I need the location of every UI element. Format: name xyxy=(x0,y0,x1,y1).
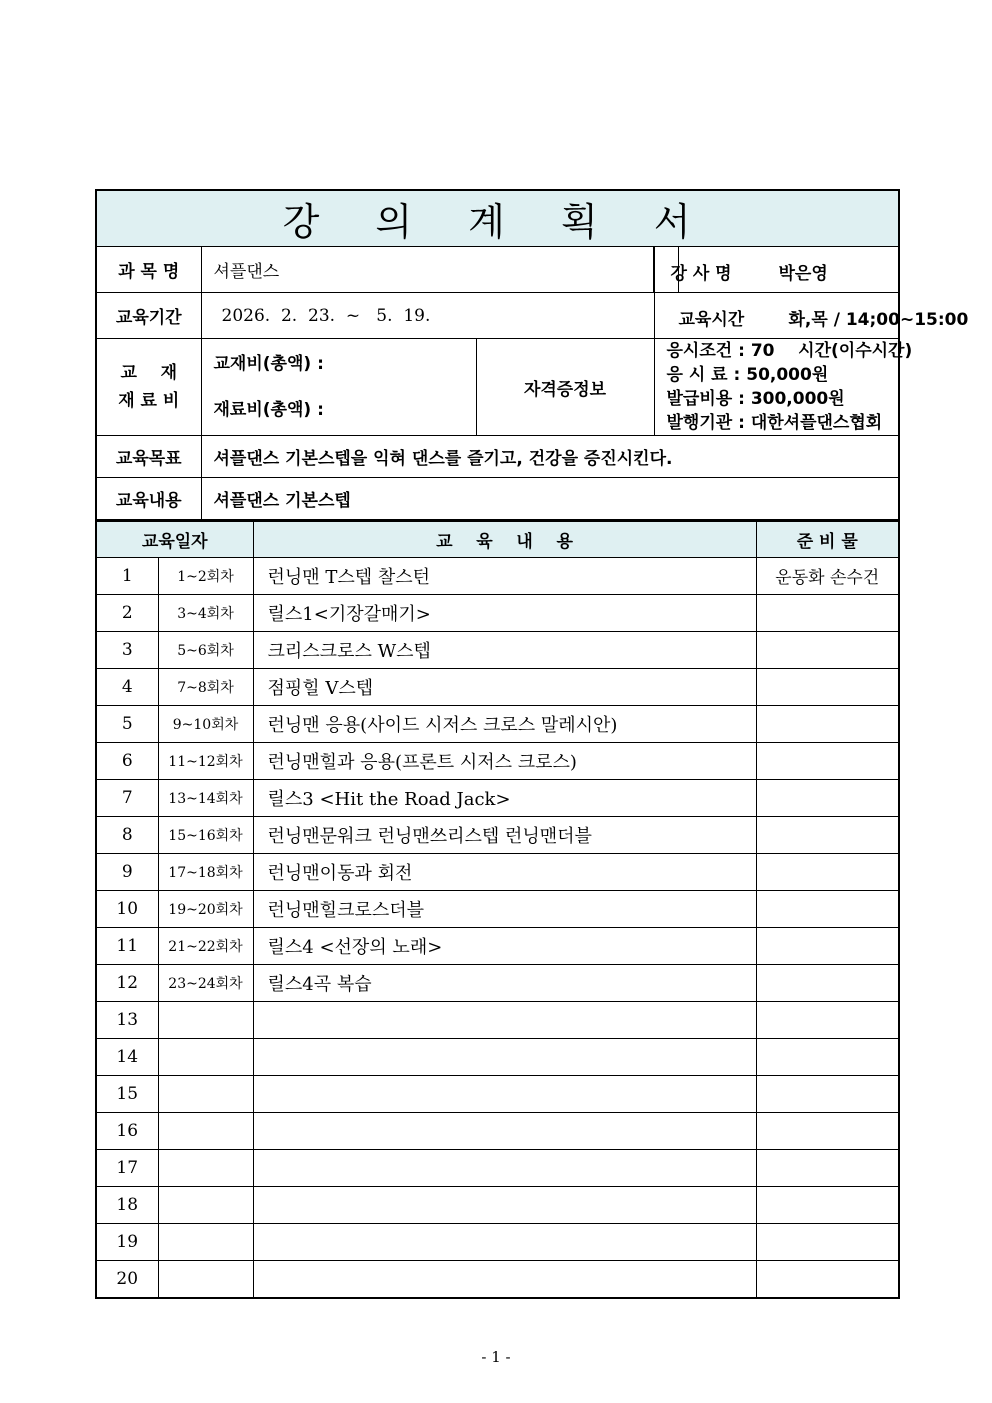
row-session: 1~2회차 xyxy=(158,557,253,594)
row-prep xyxy=(756,1038,899,1075)
schedule-row xyxy=(96,1186,899,1223)
cert-issuer: 발행기관 : 대한셔플댄스협회 xyxy=(666,413,883,433)
schedule-row xyxy=(96,742,899,779)
header-table xyxy=(95,189,969,521)
row-content xyxy=(253,1260,756,1298)
schedule-row xyxy=(96,1260,899,1298)
row-prep xyxy=(756,1223,899,1260)
row-prep xyxy=(756,779,899,816)
schedule-row xyxy=(96,779,899,816)
row-content: 런닝맨힐과 응용(프론트 시저스 크로스) xyxy=(253,742,756,779)
row-content: 릴스3 <Hit the Road Jack> xyxy=(253,779,756,816)
row-number: 9 xyxy=(96,853,158,890)
schedule-row xyxy=(96,1075,899,1112)
row-session: 5~6회차 xyxy=(158,631,253,668)
row-number: 4 xyxy=(96,668,158,705)
schedule-row xyxy=(96,1038,899,1075)
instructor-value: 박은영 xyxy=(778,264,828,284)
row-content xyxy=(253,1075,756,1112)
row-session: 17~18회차 xyxy=(158,853,253,890)
schedule-row xyxy=(96,557,899,594)
content-value: 셔플댄스 기본스텝 xyxy=(201,478,899,520)
row-number: 11 xyxy=(96,927,158,964)
row-content: 런닝맨이동과 회전 xyxy=(253,853,756,890)
schedule-header-row xyxy=(96,521,899,557)
row-prep xyxy=(756,594,899,631)
row-prep xyxy=(756,1001,899,1038)
row-number: 14 xyxy=(96,1038,158,1075)
row-session xyxy=(158,1223,253,1260)
row-number: 8 xyxy=(96,816,158,853)
materials-label xyxy=(96,339,201,436)
page-number: - 1 - xyxy=(481,1348,511,1366)
cert-label: 자격증정보 xyxy=(476,339,654,436)
schedule-row xyxy=(96,1001,899,1038)
row-session: 11~12회차 xyxy=(158,742,253,779)
row-session: 19~20회차 xyxy=(158,890,253,927)
row-content: 런닝맨문워크 런닝맨쓰리스텝 런닝맨더블 xyxy=(253,816,756,853)
cert-exam-condition: 응시조건 : 70 시간(이수시간) xyxy=(666,341,913,361)
row-session xyxy=(158,1001,253,1038)
row-content: 크리스크로스 W스텝 xyxy=(253,631,756,668)
row-number: 18 xyxy=(96,1186,158,1223)
schedule-header-content: 교 육 내 용 xyxy=(253,521,756,557)
schedule-row xyxy=(96,631,899,668)
row-number: 5 xyxy=(96,705,158,742)
schedule-body xyxy=(96,557,899,1298)
row-session xyxy=(158,1075,253,1112)
schedule-row xyxy=(96,816,899,853)
cert-exam-fee: 응 시 료 : 50,000원 xyxy=(666,365,829,385)
row-number: 17 xyxy=(96,1149,158,1186)
schedule-row xyxy=(96,668,899,705)
row-prep: 운동화 손수건 xyxy=(756,557,899,594)
row-prep xyxy=(756,668,899,705)
row-content: 릴스4곡 복습 xyxy=(253,964,756,1001)
row-prep xyxy=(756,1149,899,1186)
row-content xyxy=(253,1223,756,1260)
schedule-row xyxy=(96,1149,899,1186)
cert-info xyxy=(654,339,913,436)
time-cell xyxy=(654,293,969,339)
row-prep xyxy=(756,890,899,927)
row-session xyxy=(158,1038,253,1075)
row-session: 13~14회차 xyxy=(158,779,253,816)
row-prep xyxy=(756,927,899,964)
row-prep xyxy=(756,1112,899,1149)
row-number: 20 xyxy=(96,1260,158,1298)
row-content: 런닝맨 응용(사이드 시저스 크로스 말레시안) xyxy=(253,705,756,742)
schedule-header-prep: 준 비 물 xyxy=(756,521,899,557)
row-session: 23~24회차 xyxy=(158,964,253,1001)
time-label: 교육시간 xyxy=(678,310,745,330)
row-content: 런닝맨힐크로스더블 xyxy=(253,890,756,927)
schedule-row xyxy=(96,1112,899,1149)
row-prep xyxy=(756,853,899,890)
row-content: 릴스4 <선장의 노래> xyxy=(253,927,756,964)
row-number: 7 xyxy=(96,779,158,816)
row-content: 런닝맨 T스텝 찰스턴 xyxy=(253,557,756,594)
fee-cell xyxy=(201,339,476,436)
row-prep xyxy=(756,964,899,1001)
time-value: 화,목 / 14;00~15:00 xyxy=(788,310,969,330)
row-prep xyxy=(756,705,899,742)
subject-label: 과 목 명 xyxy=(96,247,201,293)
period-label: 교육기간 xyxy=(96,293,201,339)
row-number: 3 xyxy=(96,631,158,668)
instructor-label: 강 사 명 xyxy=(670,264,732,284)
document-title: 강 의 계 획 서 xyxy=(96,190,899,247)
schedule-row xyxy=(96,853,899,890)
period-value: 2026. 2. 23. ~ 5. 19. xyxy=(201,293,654,339)
content-label: 교육내용 xyxy=(96,478,201,520)
row-session xyxy=(158,1149,253,1186)
schedule-row xyxy=(96,964,899,1001)
row-content: 릴스1<기장갈매기> xyxy=(253,594,756,631)
cert-issue-cost: 발급비용 : 300,000원 xyxy=(666,389,845,409)
goal-label: 교육목표 xyxy=(96,436,201,478)
row-prep xyxy=(756,1075,899,1112)
row-session xyxy=(158,1186,253,1223)
schedule-row xyxy=(96,927,899,964)
row-number: 10 xyxy=(96,890,158,927)
row-content xyxy=(253,1186,756,1223)
materials-label-line2: 재 료 비 xyxy=(118,391,180,411)
row-number: 12 xyxy=(96,964,158,1001)
lecture-plan-document xyxy=(95,189,969,1299)
materials-label-line1: 교 재 xyxy=(120,363,178,383)
schedule-row xyxy=(96,1223,899,1260)
row-session xyxy=(158,1112,253,1149)
row-prep xyxy=(756,1260,899,1298)
row-session xyxy=(158,1260,253,1298)
schedule-row xyxy=(96,594,899,631)
row-session: 7~8회차 xyxy=(158,668,253,705)
material-fee-label: 재료비(총액) : xyxy=(213,400,324,420)
schedule-row xyxy=(96,705,899,742)
row-number: 15 xyxy=(96,1075,158,1112)
row-session: 3~4회차 xyxy=(158,594,253,631)
row-content xyxy=(253,1149,756,1186)
row-number: 16 xyxy=(96,1112,158,1149)
schedule-row xyxy=(96,890,899,927)
row-session: 15~16회차 xyxy=(158,816,253,853)
row-prep xyxy=(756,631,899,668)
row-session: 9~10회차 xyxy=(158,705,253,742)
row-content: 점핑힐 V스텝 xyxy=(253,668,756,705)
row-prep xyxy=(756,742,899,779)
schedule-header-date: 교육일자 xyxy=(96,521,253,557)
row-content xyxy=(253,1112,756,1149)
instructor-cell xyxy=(670,247,899,293)
schedule-table xyxy=(95,521,900,1299)
row-number: 1 xyxy=(96,557,158,594)
goal-value: 셔플댄스 기본스텝을 익혀 댄스를 즐기고, 건강을 증진시킨다. xyxy=(201,436,899,478)
row-prep xyxy=(756,1186,899,1223)
row-number: 6 xyxy=(96,742,158,779)
row-session: 21~22회차 xyxy=(158,927,253,964)
row-number: 2 xyxy=(96,594,158,631)
row-number: 19 xyxy=(96,1223,158,1260)
row-content xyxy=(253,1001,756,1038)
row-content xyxy=(253,1038,756,1075)
row-prep xyxy=(756,816,899,853)
subject-value: 셔플댄스 xyxy=(201,247,654,293)
row-number: 13 xyxy=(96,1001,158,1038)
textbook-fee-label: 교재비(총액) : xyxy=(213,354,324,374)
